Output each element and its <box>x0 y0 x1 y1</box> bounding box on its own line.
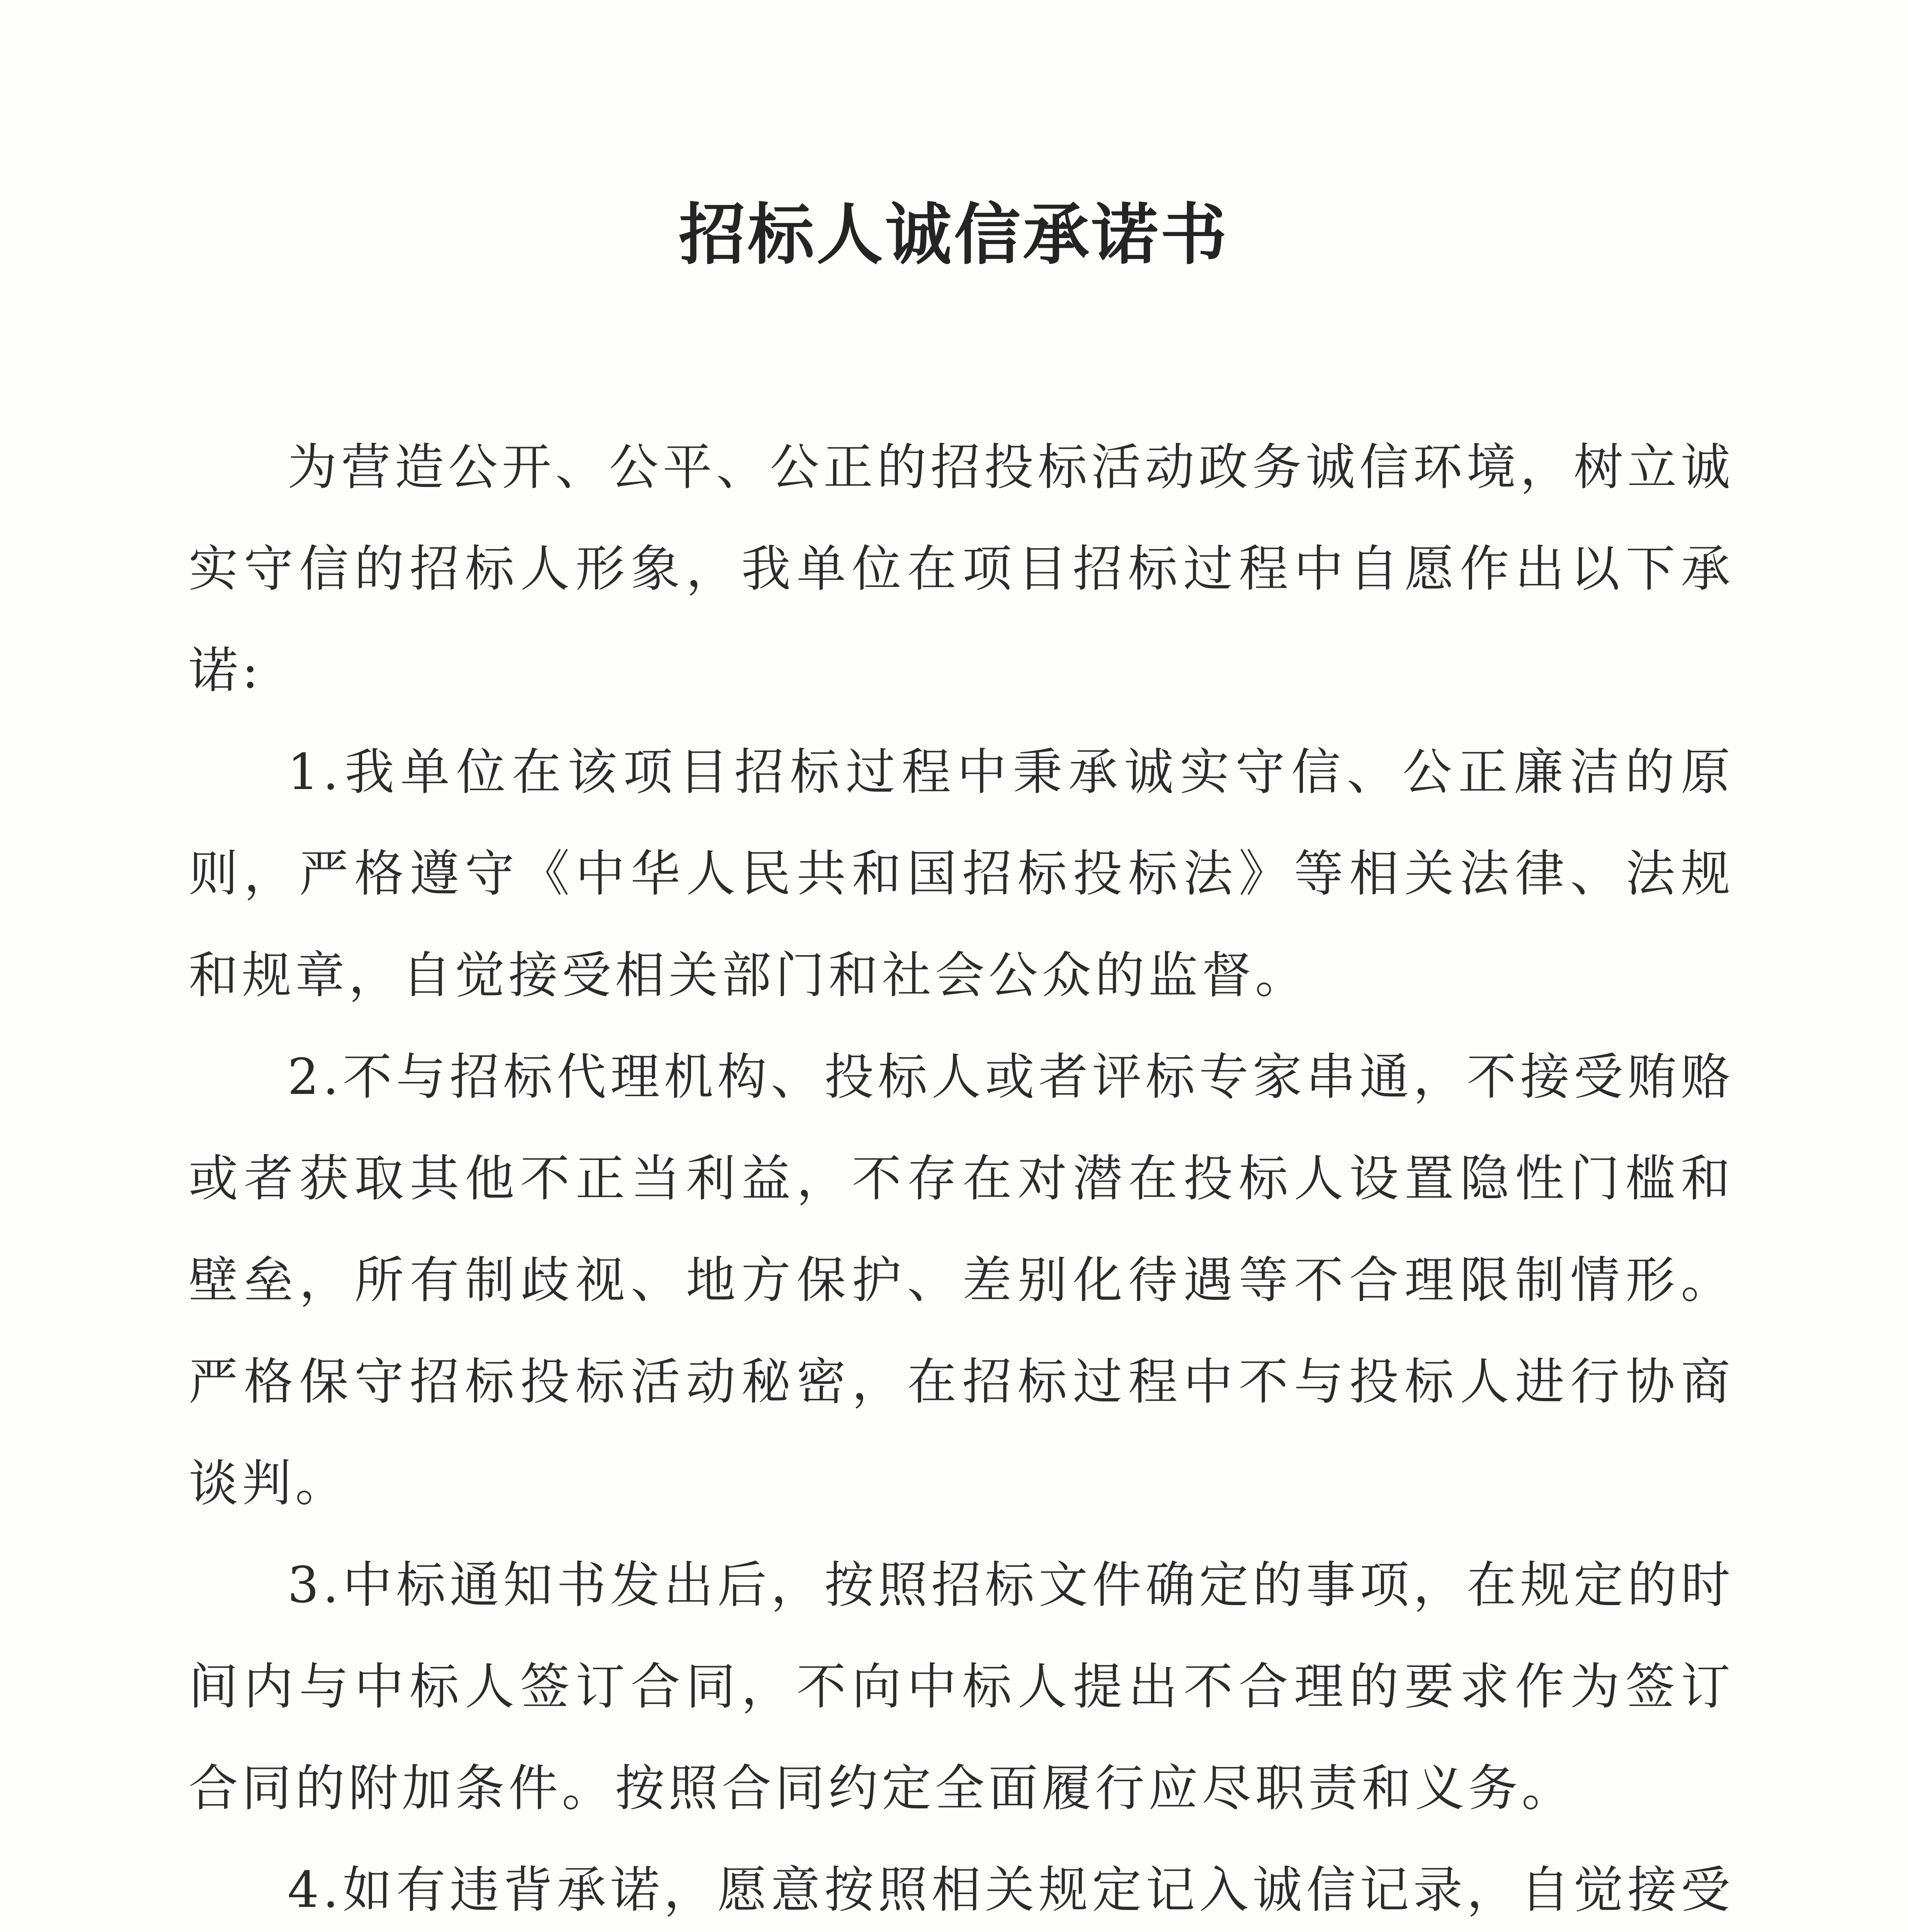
commitment-item-4: 4.如有违背承诺，愿意按照相关规定记入诚信记录，自觉接受 <box>287 1861 1734 1919</box>
intro-paragraph: 为营造公开、公平、公正的招投标活动政务诚信环境，树立诚实守信的招标人形象，我单位在项目招标过程中自愿作出以下承诺: <box>189 439 1734 699</box>
commitment-item-1: 1.我单位在该项目招标过程中秉承诚实守信、公正廉洁的原则，严格遵守《中华人民共和国招标投标法》等相关法律、法规和规章，自觉接受相关部门和社会公众的监督。 <box>189 743 1734 1004</box>
document-body <box>189 417 1734 1932</box>
commitment-item-3: 3.中标通知书发出后，按照招标文件确定的事项，在规定的时间内与中标人签订合同，不向中标人提出不合理的要求作为签订合同的附加条件。按照合同约定全面履行应尽职责和义务。 <box>189 1556 1734 1817</box>
document-title: 招标人诚信承诺书 <box>679 195 1229 274</box>
commitment-item-2: 2.不与招标代理机构、投标人或者评标专家串通，不接受贿赂或者获取其他不正当利益，不存在对潜在投标人设置隐性门槛和壁垒，所有制歧视、地方保护、差别化待遇等不合理限制情形。严格保守招标投标活动秘密，在招标过程中不与投标人进行协商谈判。 <box>189 1048 1734 1512</box>
